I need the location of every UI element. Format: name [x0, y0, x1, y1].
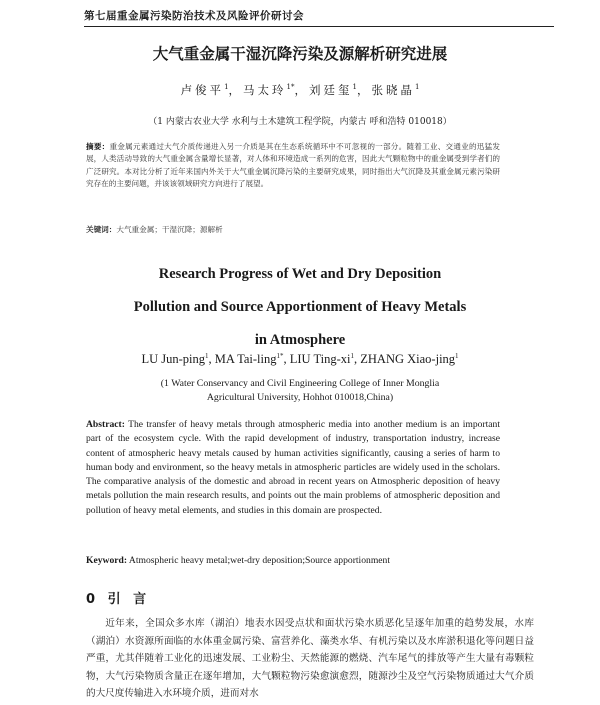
chinese-authors: 卢俊平$^1$，马太玲$^{1*}$，刘廷玺$^1$，张晓晶$^1$ [180, 83, 420, 97]
chinese-abstract-text: 重金属元素通过大气介质传递进入另一介质是其在生态系统循环中不可忽视的一部分。随着工业、交通业的迅猛发展，人类活动导致的大气重金属含量增长显著，对人体和环境造成一系列的危害，因此大气颗粒物中的重金属受到学者们的广泛研究。本对比分析了近年来国内外关于大气重金属沉降污染的主要研究成果，同时指出大气沉降及其重金属元素污染研究存在的主要问题，并该该领域研究方向进行了展望。 [86, 142, 501, 189]
english-author-4: ZHANG Xiao-jing$^1$ [360, 352, 459, 367]
chinese-author-2: 马太玲$^{1*}$ [243, 83, 295, 97]
english-abstract-text: The transfer of heavy metals through atmospheric media into another medium is an important part of the ecosystem cycle. With the rapid development of industry, transportation industry, increase content of atmospheric heavy metals caused by human activities significantly, causing a series of harm to human body and environment, so the heavy metals in atmospheric particles are widely used in the scholars. The comparative analysis of the domestic and abroad in recent years on Atmospheric deposition of heavy metals pollution the main research results, and points out the main problems of atmospheric deposition and pollution of heavy metal elements, and studies in this domain are prospected. [86, 419, 500, 516]
chinese-keywords-text: 大气重金属；干湿沉降；源解析 [116, 225, 223, 234]
english-authors: LU Jun-ping$^1$, MA Tai-ling$^{1*}$, LIU Ting-$xi^1$, ZHANG Xiao-jing$^1$ [141, 352, 459, 367]
english-abstract [86, 418, 500, 518]
chinese-abstract-label: 摘要： [86, 142, 110, 151]
section-title: 引 言 [107, 592, 151, 607]
english-author-1: LU Jun-ping$^1$ [141, 352, 209, 367]
chinese-author-1: 卢俊平$^1$ [180, 83, 229, 97]
chinese-author-4: 张晓晶$^1$ [371, 83, 420, 97]
english-title [0, 258, 600, 357]
introduction-paragraph: 近年来，全国众多水库（湖泊）地表水因受点状和面状污染水质恶化呈逐年加重的趋势发展，水库（湖泊）水资源所面临的水体重金属污染、富营养化、藻类水华、有机污染以及水库淤积退化等问题日益严重，尤其伴随着工业化的迅速发展、工业粉尘、天然能源的燃烧、汽车尾气的排放等产生大量有毒颗粒物，大气污染物质含量正在逐年增加，大气颗粒物污染愈演愈烈，随源沙尘及空气污染物质通过大气介质的大尺度传输进入水环境介质，进而对水 [86, 618, 534, 700]
english-abstract-label: Abstract: [86, 419, 125, 430]
section-number: 0 [86, 592, 100, 607]
english-keywords-text: Atmospheric heavy metal;wet-dry deposition;Source apportionment [127, 555, 390, 566]
english-keywords-label: Keyword: [86, 555, 128, 566]
section-heading [86, 588, 150, 607]
english-author-3: LIU Ting-$xi^1$ [289, 352, 355, 367]
chinese-author-3: 刘廷玺$^1$ [309, 83, 357, 97]
english-keywords [86, 555, 500, 566]
english-title-line-1: Research Progress of Wet and Dry Deposition [158, 266, 442, 282]
chinese-keywords-label: 关键词： [86, 225, 117, 234]
chinese-affiliation: （1 内蒙古农业大学 水利与土木建筑工程学院，内蒙古 呼和浩特 010018） [148, 117, 452, 127]
chinese-abstract [86, 141, 500, 191]
english-author-2: MA Tai-ling$^{1*}$ [214, 352, 284, 367]
english-title-line-2: Pollution and Source Apportionment of Heavy Metals [133, 299, 467, 315]
running-head: 第七届重金属污染防治技术及风险评价研讨会 [84, 8, 554, 27]
chinese-keywords [86, 224, 500, 235]
chinese-title: 大气重金属干湿沉降污染及源解析研究进展 [152, 45, 448, 63]
english-affiliation: (1 Water Conservancy and Civil Engineering College of Inner Monglia Agricultural University, Hohhot 010018,China) [160, 378, 440, 403]
english-title-line-3: in Atmosphere [254, 332, 346, 348]
